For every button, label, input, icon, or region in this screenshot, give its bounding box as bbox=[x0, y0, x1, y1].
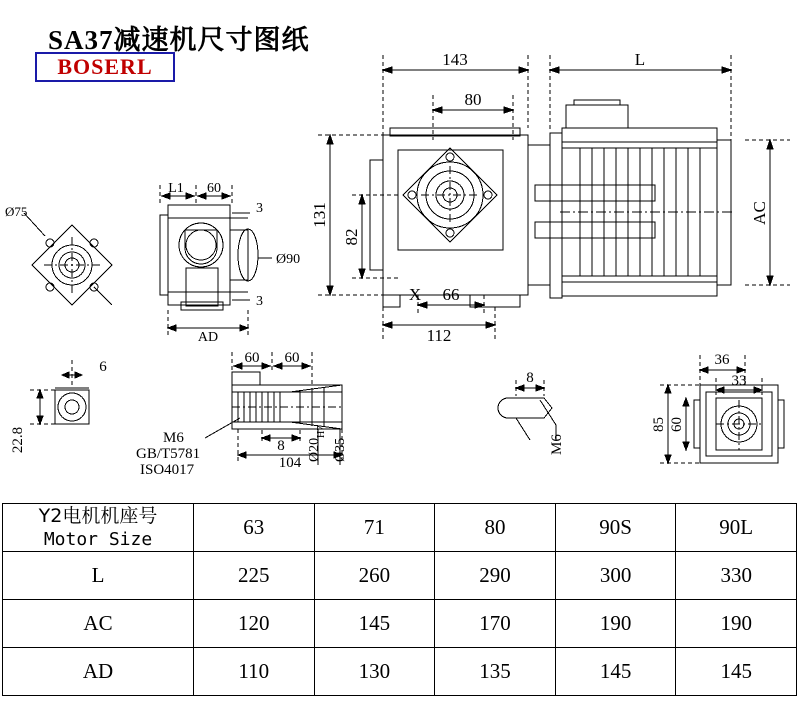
dim-d20-tol: H7 bbox=[316, 425, 327, 438]
dim-112: 112 bbox=[426, 326, 452, 345]
dim-M6-b: M6 bbox=[549, 434, 565, 455]
dim-131: 131 bbox=[310, 202, 329, 228]
dim-22-8: 22.8 bbox=[10, 426, 26, 454]
dim-iso: ISO4017 bbox=[140, 462, 195, 478]
dim-3-b: 3 bbox=[256, 294, 263, 309]
dim-85: 85 bbox=[651, 417, 667, 432]
dim-104: 104 bbox=[278, 455, 302, 471]
dim-3-a: 3 bbox=[256, 201, 263, 216]
dim-d75: Ø75 bbox=[5, 204, 28, 219]
dim-36: 36 bbox=[714, 352, 730, 368]
table-row bbox=[3, 648, 797, 696]
dim-d20: Ø20 bbox=[307, 437, 322, 462]
table-cell: 90S bbox=[555, 504, 676, 552]
brand-logo-text: BOSERL bbox=[57, 54, 153, 79]
dim-82: 82 bbox=[342, 228, 361, 246]
dim-143: 143 bbox=[442, 50, 468, 69]
dim-33: 33 bbox=[731, 373, 747, 389]
table-cell: 130 bbox=[314, 648, 435, 696]
spec-table bbox=[2, 503, 797, 696]
table-header-cjk: Y2电机机座号 bbox=[38, 504, 158, 527]
table-cell: 135 bbox=[435, 648, 556, 696]
dim-AC: AC bbox=[750, 201, 769, 225]
table-cell: 110 bbox=[194, 648, 315, 696]
dim-60-b: 60 bbox=[244, 350, 260, 366]
table-cell: 260 bbox=[314, 552, 435, 600]
dim-M6-a: M6 bbox=[163, 430, 184, 446]
table-row-label: L bbox=[3, 552, 194, 600]
dim-60-d: 60 bbox=[669, 417, 685, 432]
dim-6: 6 bbox=[99, 359, 107, 375]
table-row bbox=[3, 600, 797, 648]
table-cell: 300 bbox=[555, 552, 676, 600]
table-cell: 190 bbox=[676, 600, 797, 648]
table-cell: 145 bbox=[314, 600, 435, 648]
table-cell: 290 bbox=[435, 552, 556, 600]
dim-gbt: GB/T5781 bbox=[136, 446, 201, 462]
dim-60-c: 60 bbox=[284, 350, 300, 366]
table-header-motor-size bbox=[3, 504, 194, 552]
dim-L: L bbox=[634, 50, 646, 69]
table-cell: 120 bbox=[194, 600, 315, 648]
table-cell: 63 bbox=[194, 504, 315, 552]
table-row-label: AC bbox=[3, 600, 194, 648]
table-cell: 170 bbox=[435, 600, 556, 648]
dim-66: 66 bbox=[442, 285, 460, 304]
table-cell: 71 bbox=[314, 504, 435, 552]
page-title: SA37减速机尺寸图纸 bbox=[48, 25, 310, 55]
table-header-latin: Motor Size bbox=[43, 528, 153, 550]
dim-L1: L1 bbox=[168, 181, 184, 196]
table-cell: 90L bbox=[676, 504, 797, 552]
table-cell: 145 bbox=[676, 648, 797, 696]
table-row bbox=[3, 552, 797, 600]
dim-60-a: 60 bbox=[207, 181, 221, 196]
table-cell: 145 bbox=[555, 648, 676, 696]
dim-8-b: 8 bbox=[526, 370, 534, 386]
table-cell: 330 bbox=[676, 552, 797, 600]
table-cell: 190 bbox=[555, 600, 676, 648]
dim-80: 80 bbox=[464, 90, 482, 109]
dim-d90: Ø90 bbox=[276, 252, 301, 267]
table-row bbox=[3, 504, 797, 552]
table-cell: 225 bbox=[194, 552, 315, 600]
table-row-label: AD bbox=[3, 648, 194, 696]
dim-d35: Ø35 bbox=[333, 437, 348, 462]
dim-X: X bbox=[408, 285, 422, 304]
dim-8-a: 8 bbox=[277, 438, 285, 454]
table-cell: 80 bbox=[435, 504, 556, 552]
dim-AD: AD bbox=[197, 330, 219, 345]
